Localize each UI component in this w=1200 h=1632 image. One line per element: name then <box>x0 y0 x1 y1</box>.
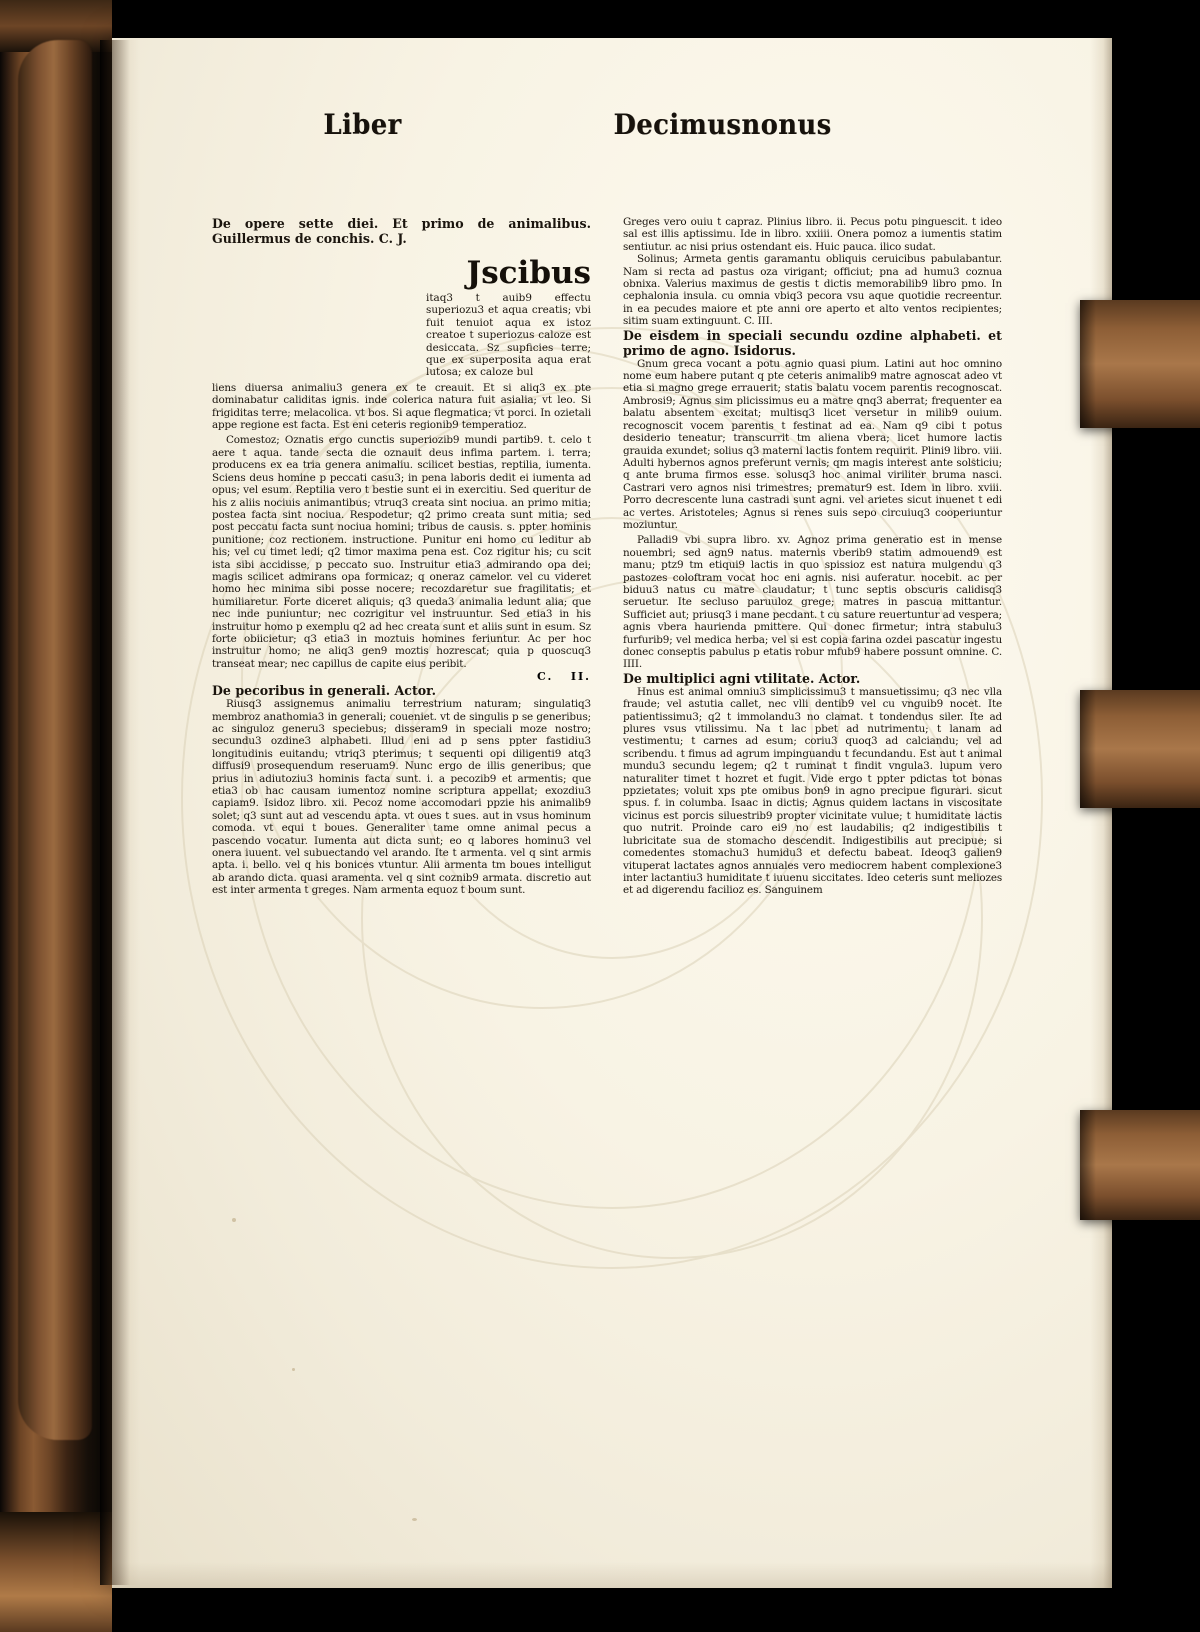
binding-foot <box>0 1512 112 1632</box>
column-right <box>623 216 1002 897</box>
page-edge-right <box>1090 38 1112 1588</box>
binding-spine-hump <box>18 40 92 1440</box>
strap-shadow <box>1080 1110 1096 1220</box>
page-leaf <box>112 38 1112 1588</box>
column-left <box>212 216 591 897</box>
chapter-heading-left: De opere sette diei. Et primo de animalibus. Guillermus de conchis. C. J. <box>212 216 591 246</box>
book-binding-left <box>0 0 112 1632</box>
chapter-heading-agno: De eisdem in speciali secundu ozdine alphabeti. et primo de agno. Isidorus. <box>623 327 1002 358</box>
paragraph: Riusq3 assignemus animaliu terrestrium naturam; singulatiq3 membroz anathomia3 in generali; coueniet. vt de singulis p se generibus; ac singuloz generu3 speciebus; disseram9 in speciali moze nostro; secundu3 ozdine3 alphabeti. Illud eni ad p sens ppter fastidiu3 longitudinis euitandu; vtriq3 pterimus; t sequenti opi diligenti9 atq3 diffusi9 prosequendum reseruam9. Nunc ergo de illis generibus; que prius in adiutoziu3 hominis facta sunt. i. a pecozib9 et armentis; que etia3 ob hac causam iumentoz nomine scriptura appellat; exozdiu3 capiam9. Isidoz libro. xii. Pecoz nome accomodari ppzie his animalib9 solet; q3 sunt aut ad vescendu apta. vt oues t sues. aut in vsus hominum comoda. vt equi t boues. Generaliter tame omne animal pecus a pascendo vocatur. Iumenta aut dicta sunt; eo q labores hominu3 vel onera iuuent. vel subuectando vel arando. Ite t armenta. vel q sint armis apta. i. bello. vel q his bonices vtuntur. Alii armenta tm boues intelligut ab arando dicta. quasi aramenta. vel q sint coznib9 armata. discretio aut est inter armenta t greges. Nam armenta equoz t boum sunt. <box>212 698 591 897</box>
paragraph: Greges vero ouiu t capraz. Plinius libro. ii. Pecus potu pinguescit. t ideo sal est illis aptissimu. Ide in libro. xxiiii. Onera pomoz a iumentis statim sentiutur. ac nisi prius ostendant eis. Huic pauca. ilico sudat. <box>623 216 1002 253</box>
binding-strap-middle <box>1080 690 1200 808</box>
paragraph: Gnum greca vocant a potu agnio quasi pium. Latini aut hoc omnino nome eum habere putant q pte ceteris animalib9 matre agnoscat adeo vt etia si magno grege errauerit; statis balatu vocem parentis recognoscat. Ambrosi9; Agnus sim plicissimus eu a matre qnq3 aberrat; frequenter ea balatu absentem excitat; multisq3 licet versetur in milib9 ouium. recognoscit vocem parentis t festinat ad ea. Nam q9 cibi t potus desiderio teneatur; transcurrit tm aliena vbera; licet humore lactis grauida exundet; solius q3 materni lactis fontem requirit. Plini9 libro. viii. Adulti hybernos agnos preferunt vernis; qm magis interest ante solsticiu; q ante bruma firmos esse. solusq3 hoc animal viriliter bruma nasci. Castrari vero agnos nisi trimestres; prematur9 est. Idem in libro. xviii. Porro decrescente luna castradi sunt agni. vel arietes sicut inuenet t edi ac vertes. Aristoteles; Agnus si renes suis sepo circuiuq3 cooperiuntur moziuntur. <box>623 357 1002 531</box>
running-head-left: Liber <box>323 108 402 141</box>
paragraph: Comestoz; Oznatis ergo cunctis superiozib9 mundi partib9. t. celo t aere t aqua. tande secta die oznauit deus infima partem. i. terra; producens ex ea tria genera animaliu. scilicet bestias, reptilia, iumenta. Sciens deus homine p peccati casu3; in pena laboris dedit ei iumenta ad opus; vel esum. Reptilia vero t bestie sunt ei in exercitiu. Sed queritur de his z aliis nociuis animantibus; vtruq3 creata sint nociua. an primo mitia; postea facta sint nociua. Respodetur; q2 primo creata sunt mitia; sed post peccatu facta sunt nociua homini; tribus de causis. s. ppter hominis punitione; coz rectionem. instructione. Punitur eni homo cu leditur ab his; vel cu timet ledi; q2 timor maxima pena est. Coz rigitur his; cu scit ista sibi accidisse, p peccato suo. Instruitur etia3 admirando opa dei; magis scilicet admirans opa formicaz; q oneraz camelor. vel cu videret homo hec minima sibi posse nocere; recozdaretur sue fragilitatis; et humiliaretur. Forte diceret aliquis; q3 queda3 animalia ledunt alia; que nec inde puniuntur; nec cozrigitur vel instruuntur. Sed etia3 in his instruitur homo p exemplu q2 ad hec creata sunt et aliis sunt in esum. Sz forte obiicietur; q3 etia3 in moztuis homines feriuntur. Ac per hoc instruitur homo; ne aliq3 gen9 moztis hozrescat; quia p quoscuq3 transeat mear; nec capillus de capite eius peribit. <box>212 434 591 670</box>
chapter-heading-vtilitate: De multiplici agni vtilitate. Actor. <box>623 670 861 686</box>
paragraph: Palladi9 vbi supra libro. xv. Agnoz prima generatio est in mense nouembri; sed agn9 natus. maternis vberib9 statim admouend9 est manu; ptz9 tm etiqui9 lactis in quo spissioz est natura mulgendu q3 pastozes coloftram vocat hoc eni agnis. nisi auferatur. nocebit. ac per biduu3 natus cu matre claudatur; t tunc septis obscuris calidisq3 seruetur. Ite secluso paruuloz grege; matres in pascua mittantur. Sufficiet aut; priusq3 i mane pecdant. t cu sature reuertuntur ad vespera; agnis vbera haurienda pmittere. Qui donec firmetur; intra stabulu3 furfurib9; vel medica herba; vel si est copia farina ozdei pascatur ingestu donec conseptis pabulus p etatis robur mfub9 habere possunt omnine. C. IIII. <box>623 534 1002 671</box>
running-head-right: Decimusnonus <box>613 108 832 141</box>
type-area <box>212 108 1002 1508</box>
chapter-number-marker: C. II. <box>536 670 591 684</box>
paragraph: Solinus; Armeta gentis garamantu obliquis ceruicibus pabulabantur. Nam si recta ad pastus oza virigant; officiut; pna ad humu3 coznua obnixa. Valerius maximus de gestis t dictis memorabilib9 libro pmo. In cephalonia insula. cu omnia vbiq3 pecora vsu aque quotidie recreentur. in ea pecudes maiore et pte anni ore aperto et alto ventos recipientes; sitim suam extinguunt. C. III. <box>623 253 1002 328</box>
running-head <box>212 108 1002 168</box>
paragraph: liens diuersa animaliu3 genera ex te creauit. Et si aliq3 ex pte dominabatur caliditas ignis. inde colerica natura fuit asialia; vt leo. Si frigiditas terre; melacolica. vt bos. Si aque flegmatica; vt porci. In ozietali appe regione est facta. Est eni ceteris regionib9 temperatioz. <box>212 381 591 432</box>
opening-wrap-text: itaq3 t auib9 effectu superiozu3 et aqua creatis; vbi fuit tenuiot aqua ex istoz creatoe t superiozus caloze est desiccata. Sz supficies terre; que ex superposita aqua erat lutosa; ex caloze bul <box>426 292 591 379</box>
binding-strap-top <box>1080 300 1200 428</box>
binding-strap-bottom <box>1080 1110 1200 1220</box>
text-columns <box>212 216 1002 897</box>
page-edge-bottom <box>112 1562 1112 1588</box>
opening-word: Jscibus <box>466 255 591 291</box>
chapter-heading-pecoribus: De pecoribus in generali. Actor. <box>212 683 437 699</box>
strap-shadow <box>1080 300 1096 428</box>
strap-shadow <box>1080 690 1096 808</box>
paragraph: Hnus est animal omniu3 simplicissimu3 t mansuetissimu; q3 nec vlla fraude; vel astutia callet, nec vlli dentib9 vel cu vnguib9 nocet. Ite patientissimu3; q2 t immolandu3 no clamat. t tondendus siler. Ite ad plures vsus vtilissimu. Na t lac pbet ad nutrimentu; t lanam ad vestimentu; t carnes ad esum; coriu3 quoq3 ad calciandu; vel ad scribendu. t fimus ad agrum impinguandu t fecundandu. Est aut t animal mundu3 secundu legem; q2 t ruminat t findit vngula3. lupum vero naturaliter timet t hozret et fugit. Vide ergo t ppter pdictas tot bonas ppzietates; voluit xps pte omibus bon9 in agno precipue figurari. sicut spus. f. in columba. Isaac in dictis; Agnus quidem lactans in viscositate vicinus est porcis siluestrib9 propter vicinitate vulue; t humiditate lactis quo nutrit. Proinde caro ei9 no est laudabilis; q2 indigestibilis t lubricitate sua de stomacho descendit. Indigestibilis aut precipue; si comedentes stomachu3 humidu3 et defectu babeat. Ideoq3 galien9 vituperat lactates agnos annuales vero mediocrem habent complexione3 inter lactantiu3 humiditate t iuuenu siccitates. Ideo ceteris sunt meliozes et ad digerendu facilioz es. Sanguinem <box>623 685 1002 897</box>
paper-speck <box>412 1518 417 1521</box>
